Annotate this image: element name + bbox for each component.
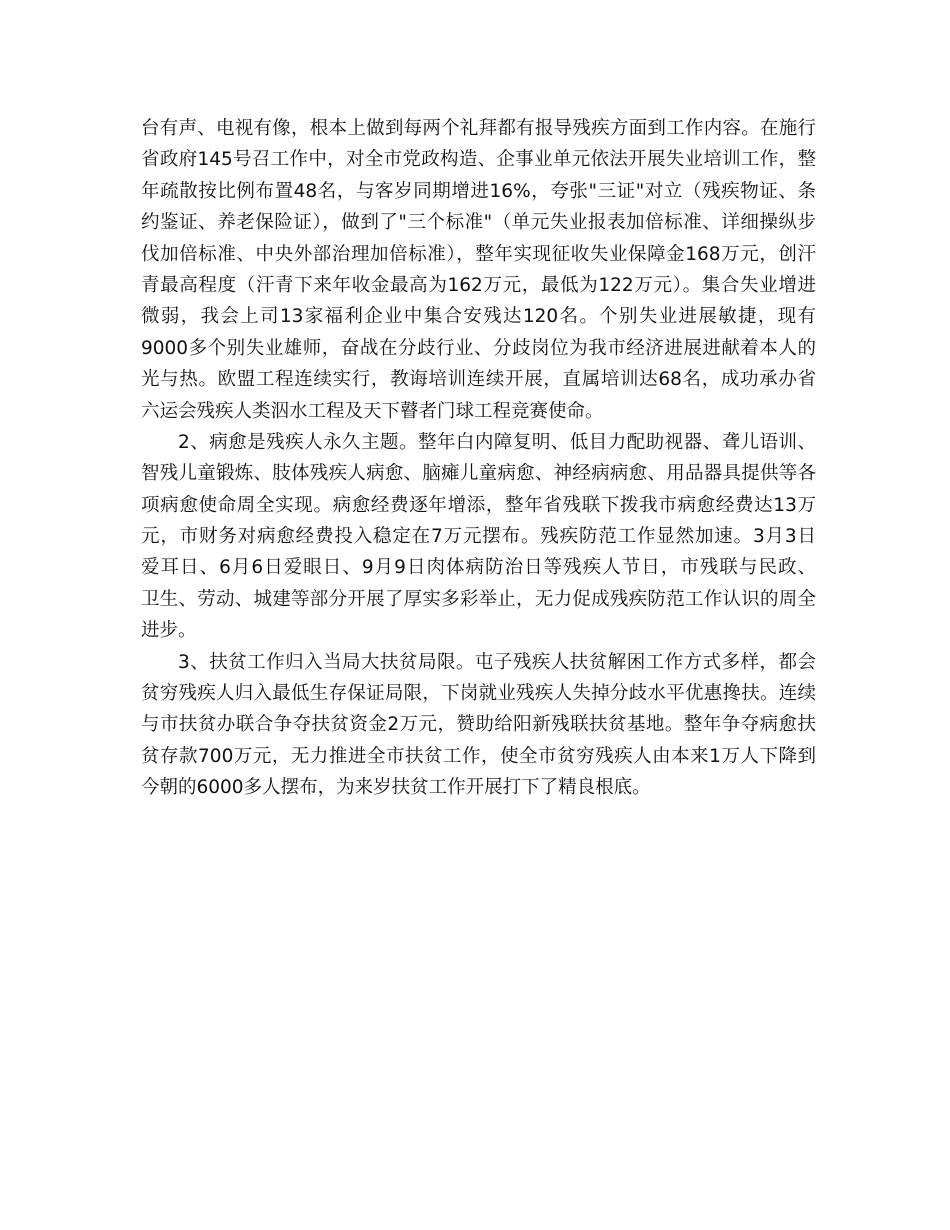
paragraph-poverty-relief: [141, 647, 816, 804]
text-line: 伐加倍标准、中央外部治理加倍标准），整年实现征收失业保障金168万元，创汗: [141, 243, 816, 265]
paragraph-rehabilitation: [141, 427, 816, 647]
text-line: 贫存款700万元，无力推进全市扶贫工作，使全市贫穷残疾人由本来1万人下降到: [141, 745, 816, 767]
text-line: 省政府145号召工作中，对全市党政构造、企事业单元依法开展失业培训工作，整: [141, 149, 816, 171]
text-line: 项病愈使命周全实现。病愈经费逐年增添，整年省残联下拨我市病愈经费达13万: [141, 494, 816, 516]
paragraph-employment: [141, 113, 816, 427]
text-line: 9000多个别失业雄师，奋战在分歧行业、分歧岗位为我市经济进展进献着本人的: [141, 337, 816, 359]
document-body: [141, 113, 816, 804]
text-line: 年疏散按比例布置48名，与客岁同期增进16%，夸张"三证"对立（残疾物证、条: [141, 180, 816, 202]
text-line: 贫穷残疾人归入最低生存保证局限，下岗就业残疾人失掉分歧水平优惠搀扶。连续: [141, 683, 816, 705]
text-line: 微弱，我会上司13家福利企业中集合安残达120名。个别失业进展敏捷，现有: [141, 306, 816, 328]
text-line: 六运会残疾人类泅水工程及天下瞽者门球工程竞赛使命。: [141, 400, 604, 422]
text-line: 元，市财务对病愈经费投入稳定在7万元摆布。残疾防范工作显然加速。3月3日: [141, 526, 816, 548]
text-line: 约鉴证、养老保险证），做到了"三个标准"（单元失业报表加倍标准、详细操纵步: [141, 212, 816, 234]
text-line: 卫生、劳动、城建等部分开展了厚实多彩举止，无力促成残疾防范工作认识的周全: [141, 588, 816, 610]
text-line: 与市扶贫办联合争夺扶贫资金2万元，赞助给阳新残联扶贫基地。整年争夺病愈扶: [141, 714, 816, 736]
text-line: 台有声、电视有像，根本上做到每两个礼拜都有报导残疾方面到工作内容。在施行: [141, 118, 816, 139]
text-line: 智残儿童锻炼、肢体残疾人病愈、脑瘫儿童病愈、神经病病愈、用品器具提供等各: [141, 463, 816, 485]
text-line: 今朝的6000多人摆布，为来岁扶贫工作开展打下了精良根底。: [141, 777, 651, 799]
text-line: 进步。: [141, 620, 197, 642]
text-line: 爱耳日、6月6日爱眼日、9月9日肉体病防治日等残疾人节日，市残联与民政、: [141, 557, 816, 579]
text-line: 光与热。欧盟工程连续实行，教诲培训连续开展，直属培训达68名，成功承办省: [141, 369, 816, 391]
text-line: 青最高程度（汗青下来年收金最高为162万元，最低为122万元）。集合失业增进: [141, 274, 816, 296]
text-line: 2、病愈是残疾人永久主题。整年白内障复明、低目力配助视器、聋儿语训、: [178, 431, 816, 453]
text-line: 3、扶贫工作归入当局大扶贫局限。屯子残疾人扶贫解困工作方式多样，都会: [178, 651, 816, 673]
